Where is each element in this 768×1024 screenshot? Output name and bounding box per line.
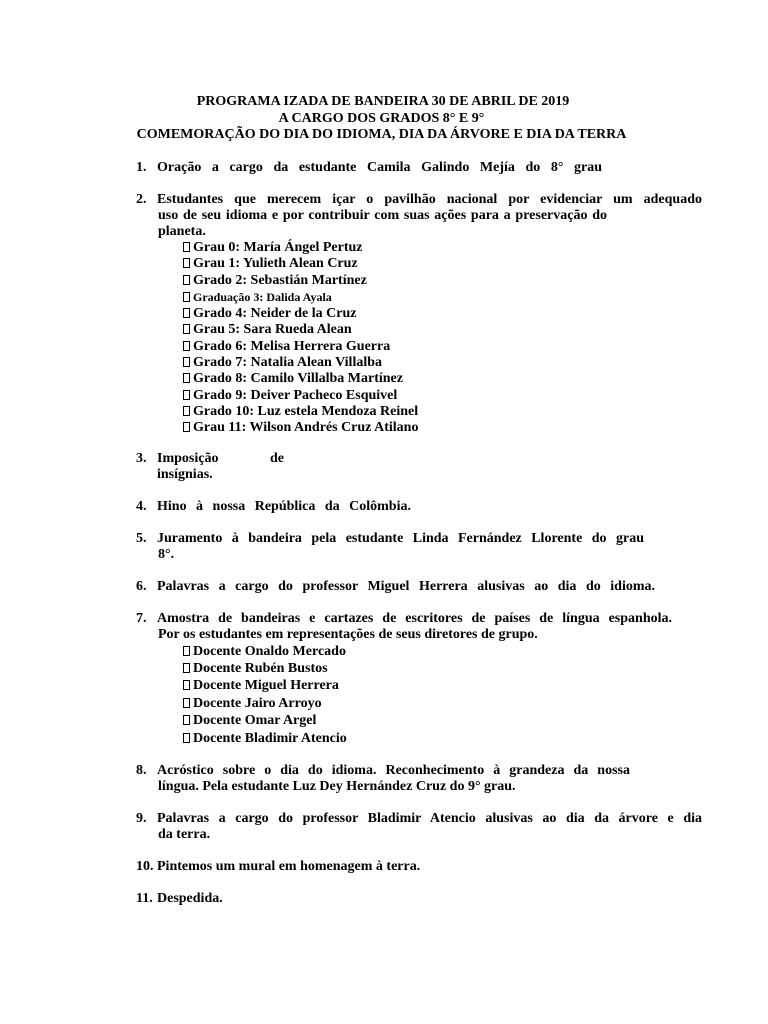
item-text-line: Palavras a cargo do professor Bladimir Atencio alusivas ao dia da árvore e dia <box>157 811 702 826</box>
list-item: Docente Jairo Arroyo <box>183 695 702 712</box>
grade-student-list <box>157 240 702 437</box>
list-item: Docente Miguel Herrera <box>183 677 702 694</box>
program-item-1 <box>136 160 702 176</box>
checkbox-glyph-icon <box>183 275 190 285</box>
list-item: Graduação 3: Dalida Ayala <box>183 289 702 306</box>
item-text-line: Estudantes que merecem içar o pavilhão nacional por evidenciar um adequado <box>157 192 702 207</box>
list-item: Docente Onaldo Mercado <box>183 643 702 660</box>
program-item-3 <box>136 451 702 483</box>
item-text-line: planeta. <box>158 224 206 239</box>
list-item: Grau 1: Yulieth Alean Cruz <box>183 256 702 272</box>
item-number: 8. <box>136 763 147 778</box>
checkbox-glyph-icon <box>183 390 190 400</box>
list-item: Docente Rubén Bustos <box>183 660 702 677</box>
program-item-5 <box>136 531 702 563</box>
item-text-line: Acróstico sobre o dia do idioma. Reconhecimento à grandeza da nossa <box>157 763 630 778</box>
item-text-line: Amostra de bandeiras e cartazes de escritores de países de língua espanhola. <box>157 610 672 626</box>
item-text: Imposição de insígnias. <box>157 450 284 482</box>
checkbox-glyph-icon <box>183 715 190 725</box>
program-item-4 <box>136 499 702 515</box>
item-number: 3. <box>136 450 147 466</box>
item-number: 2. <box>136 192 147 207</box>
program-header <box>0 94 768 144</box>
program-item-6 <box>136 579 702 595</box>
item-text: Hino à nossa República da Colômbia. <box>157 498 411 514</box>
list-item: Grau 11: Wilson Andrés Cruz Atilano <box>183 420 702 436</box>
header-line-1: PROGRAMA IZADA DE BANDEIRA 30 DE ABRIL DE 2019 <box>196 94 570 109</box>
list-item: Grado 10: Luz estela Mendoza Reinel <box>183 404 702 420</box>
item-text: Pintemos um mural em homenagem à terra. <box>157 859 421 874</box>
list-item: Grado 8: Camilo Villalba Martínez <box>183 371 702 387</box>
checkbox-glyph-icon <box>183 373 190 383</box>
item-number: 11. <box>136 891 153 906</box>
item-number: 10. <box>136 859 154 874</box>
program-list <box>136 160 702 907</box>
list-item: Grado 4: Neider de la Cruz <box>183 306 702 322</box>
list-item: Grado 9: Deiver Pacheco Esquivel <box>183 388 702 404</box>
checkbox-glyph-icon <box>183 698 190 708</box>
checkbox-glyph-icon <box>183 646 190 656</box>
list-item: Docente Bladimir Atencio <box>183 730 702 747</box>
item-number: 9. <box>136 811 147 826</box>
checkbox-glyph-icon <box>183 357 190 367</box>
program-item-7 <box>136 611 702 747</box>
item-number: 5. <box>136 530 147 546</box>
checkbox-glyph-icon <box>183 258 190 268</box>
item-number: 7. <box>136 610 147 626</box>
item-text-line: 8°. <box>158 546 175 562</box>
checkbox-glyph-icon <box>183 680 190 690</box>
item-number: 6. <box>136 578 147 594</box>
item-text-line: Por os estudantes em representações de seus diretores de grupo. <box>158 626 538 642</box>
teacher-list <box>157 643 702 747</box>
checkbox-glyph-icon <box>183 422 190 432</box>
program-item-10 <box>136 859 702 875</box>
header-line-2: A CARGO DOS GRADOS 8° E 9° <box>278 110 485 126</box>
checkbox-glyph-icon <box>183 733 190 743</box>
list-item: Grado 2: Sebastián Martínez <box>183 273 702 289</box>
item-text-line: da terra. <box>158 827 211 842</box>
checkbox-glyph-icon <box>183 341 190 351</box>
header-line-3: COMEMORAÇÃO DO DIA DO IDIOMA, DIA DA ÁRVORE E DIA DA TERRA <box>136 127 627 142</box>
item-text: Despedida. <box>157 891 223 906</box>
list-item: Grau 5: Sara Rueda Alean <box>183 322 702 338</box>
program-item-8 <box>136 763 702 795</box>
item-number: 4. <box>136 498 147 514</box>
checkbox-glyph-icon <box>183 292 190 302</box>
item-number: 1. <box>136 160 147 175</box>
checkbox-glyph-icon <box>183 663 190 673</box>
checkbox-glyph-icon <box>183 308 190 318</box>
list-item: Grau 0: María Ángel Pertuz <box>183 240 702 256</box>
program-item-2 <box>136 192 702 437</box>
checkbox-glyph-icon <box>183 242 190 252</box>
item-text: Oração a cargo da estudante Camila Galindo Mejía do 8° grau <box>157 160 602 175</box>
item-text-line: uso de seu idioma e por contribuir com suas ações para a preservação do <box>158 208 607 223</box>
list-item: Docente Omar Argel <box>183 712 702 729</box>
checkbox-glyph-icon <box>183 406 190 416</box>
program-item-11 <box>136 891 702 907</box>
program-item-9 <box>136 811 702 843</box>
item-text-line: língua. Pela estudante Luz Dey Hernández Cruz do 9° grau. <box>158 779 516 794</box>
list-item: Grado 6: Melisa Herrera Guerra <box>183 339 702 355</box>
item-text-line: Juramento à bandeira pela estudante Linda Fernández Llorente do grau <box>157 530 644 546</box>
item-text: Palavras a cargo do professor Miguel Herrera alusivas ao dia do idioma. <box>157 578 655 594</box>
list-item: Grado 7: Natalia Alean Villalba <box>183 355 702 371</box>
checkbox-glyph-icon <box>183 324 190 334</box>
